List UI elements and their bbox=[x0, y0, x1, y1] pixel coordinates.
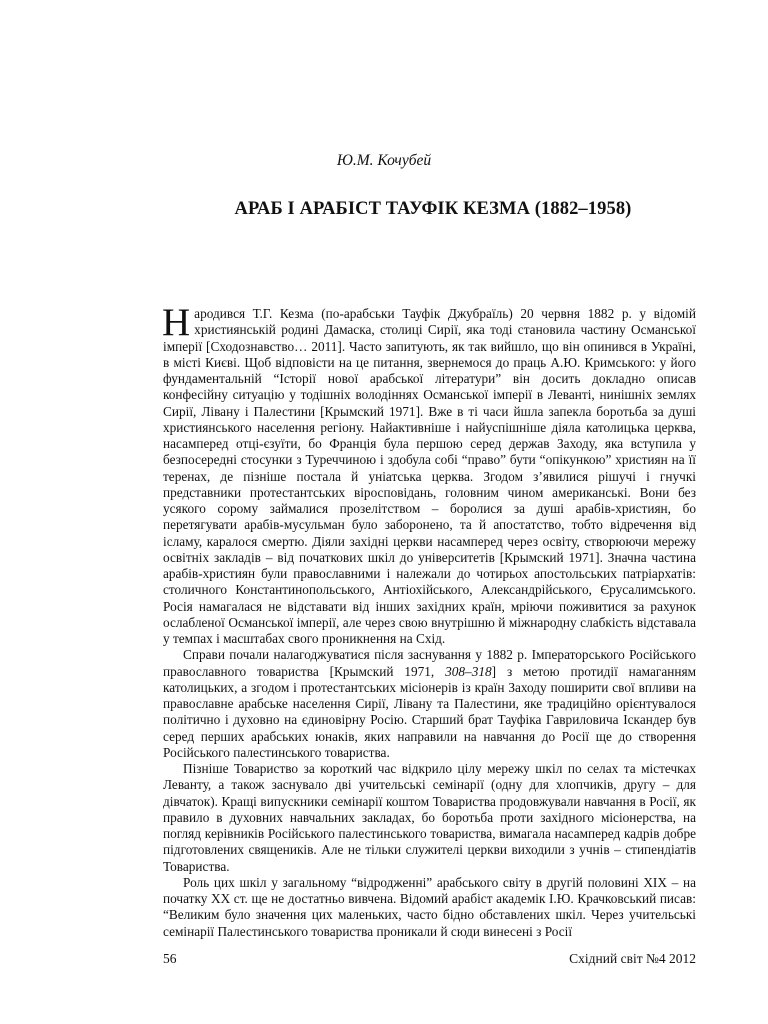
paragraph-2-text-start: Справи почали налагоджуватися після заснування у 1882 р. Імператорського Російського православного товариства [Крымский 1971, bbox=[163, 647, 696, 679]
paragraph-3: Пізніше Товариство за короткий час відкрило цілу мережу шкіл по селах та містечках Леванту, а також заснувало дві учительські семінарії (одну для хлопчиків, другу – для дівчаток). Кращі випускники семінарії коштом Товариства продовжували навчання в Росії, як правило в духовних навчальних закладах, бо боротьба проти західного місіонерства, на погляд керівників Російського палестинського товариства, вимагала насамперед кадрів добре підготовлених священиків. Але не тільки служителі церкви виходили з учнів – стипендіатів Товариства. bbox=[163, 761, 696, 874]
article-body bbox=[162, 301, 696, 940]
citation-pages: 308–318 bbox=[445, 663, 492, 679]
paragraph-1-text: ародився Т.Г. Кезма (по-арабськи Тауфік Джубраїль) 20 червня 1882 р. у відомій християнській родині Дамаска, столиці Сирії, яка тоді становила частину Османської імперії [Сходознавство… 2011]. Часто запитують, як так вийшло, що він опинився в Україні, в місті Києві. Щоб відповісти на це питання, звернемося до праць А.Ю. Кримського: у його фундаментальній “Історії нової арабської літератури” він досить докладно описав конфесійну ситуацію у тодішніх володіннях Османської імперії в Леванті, нинішніх землях Сирії, Лівану і Палестини [Крымский 1971]. Вже в ті часи йшла запекла боротьба за душі християнського населення регіону. Найактивніше і найуспішніше діяла католицька церква, насамперед отці-єзуїти, бо Франція була першою серед держав Заходу, яка вступила у безпосередні стосунки з Туреччиною і здобула собі “право” бути “опікункою” християн на її теренах, де пізніше постала й уніатська церква. Згодом з’явилися рішучі і гнучкі представники протестантських віросповідань, головним чином американські. Вони без усякого сорому займалися прозелітством – боролися за душі арабів-християн, бо перетягувати арабів-мусульман було заборонено, та й апостатство, тобто відречення від ісламу, каралося смертю. Діяли західні церкви насамперед через освіту, створюючи мережу освітніх закладів – від початкових шкіл до університетів [Крымский 1971]. Значна частина арабів-християн були православними і належали до чотирьох апостольських патріархатів: столичного Константинопольського, Антіохійського, Александрійського, Єрусалимського. Росія намагалася не відставати від інших західних країн, мріючи поживитися за рахунок ослабленої Османської імперії, але через свою внутрішню й міжнародну слабкість відставала у темпах і масштабах свого проникнення на Схід. bbox=[163, 306, 696, 646]
paragraph-2-text-end: ] з метою протидії намаганням католицьких, а згодом і протестантських місіонерів із країн Заходу поширити свої впливи на православне арабське населення Сирії, Лівану та Палестини, яке традиційно орієнтувалося політично і духовно на єдиновірну Росію. Старший брат Тауфіка Гавриловича Іскандер був серед перших арабських юнаків, яких направили на навчання до Росії ще до створення Російського палестинського товариства. bbox=[163, 663, 696, 760]
paragraph-4: Роль цих шкіл у загальному “відродженні” арабського світу в другій половині XIX – на початку XX ст. ще не достатньо вивчена. Відомий арабіст академік І.Ю. Крачковський писав: “Великим було значення цих маленьких, часто бідно обставлених шкіл. Через учительські семінарії Палестинського товариства проникали й сюди винесені з Росії bbox=[163, 874, 696, 939]
page-number: 56 bbox=[163, 951, 177, 966]
article-title: АРАБ І АРАБІСТ ТАУФІК КЕЗМА (1882–1958) bbox=[234, 199, 632, 219]
paragraph-1 bbox=[162, 301, 696, 647]
journal-name: Східний світ №4 2012 bbox=[569, 951, 696, 966]
paragraph-2 bbox=[163, 647, 696, 761]
page-footer bbox=[163, 950, 696, 968]
drop-cap: Н bbox=[162, 301, 191, 344]
author-name: Ю.М. Кочубей bbox=[336, 152, 432, 169]
